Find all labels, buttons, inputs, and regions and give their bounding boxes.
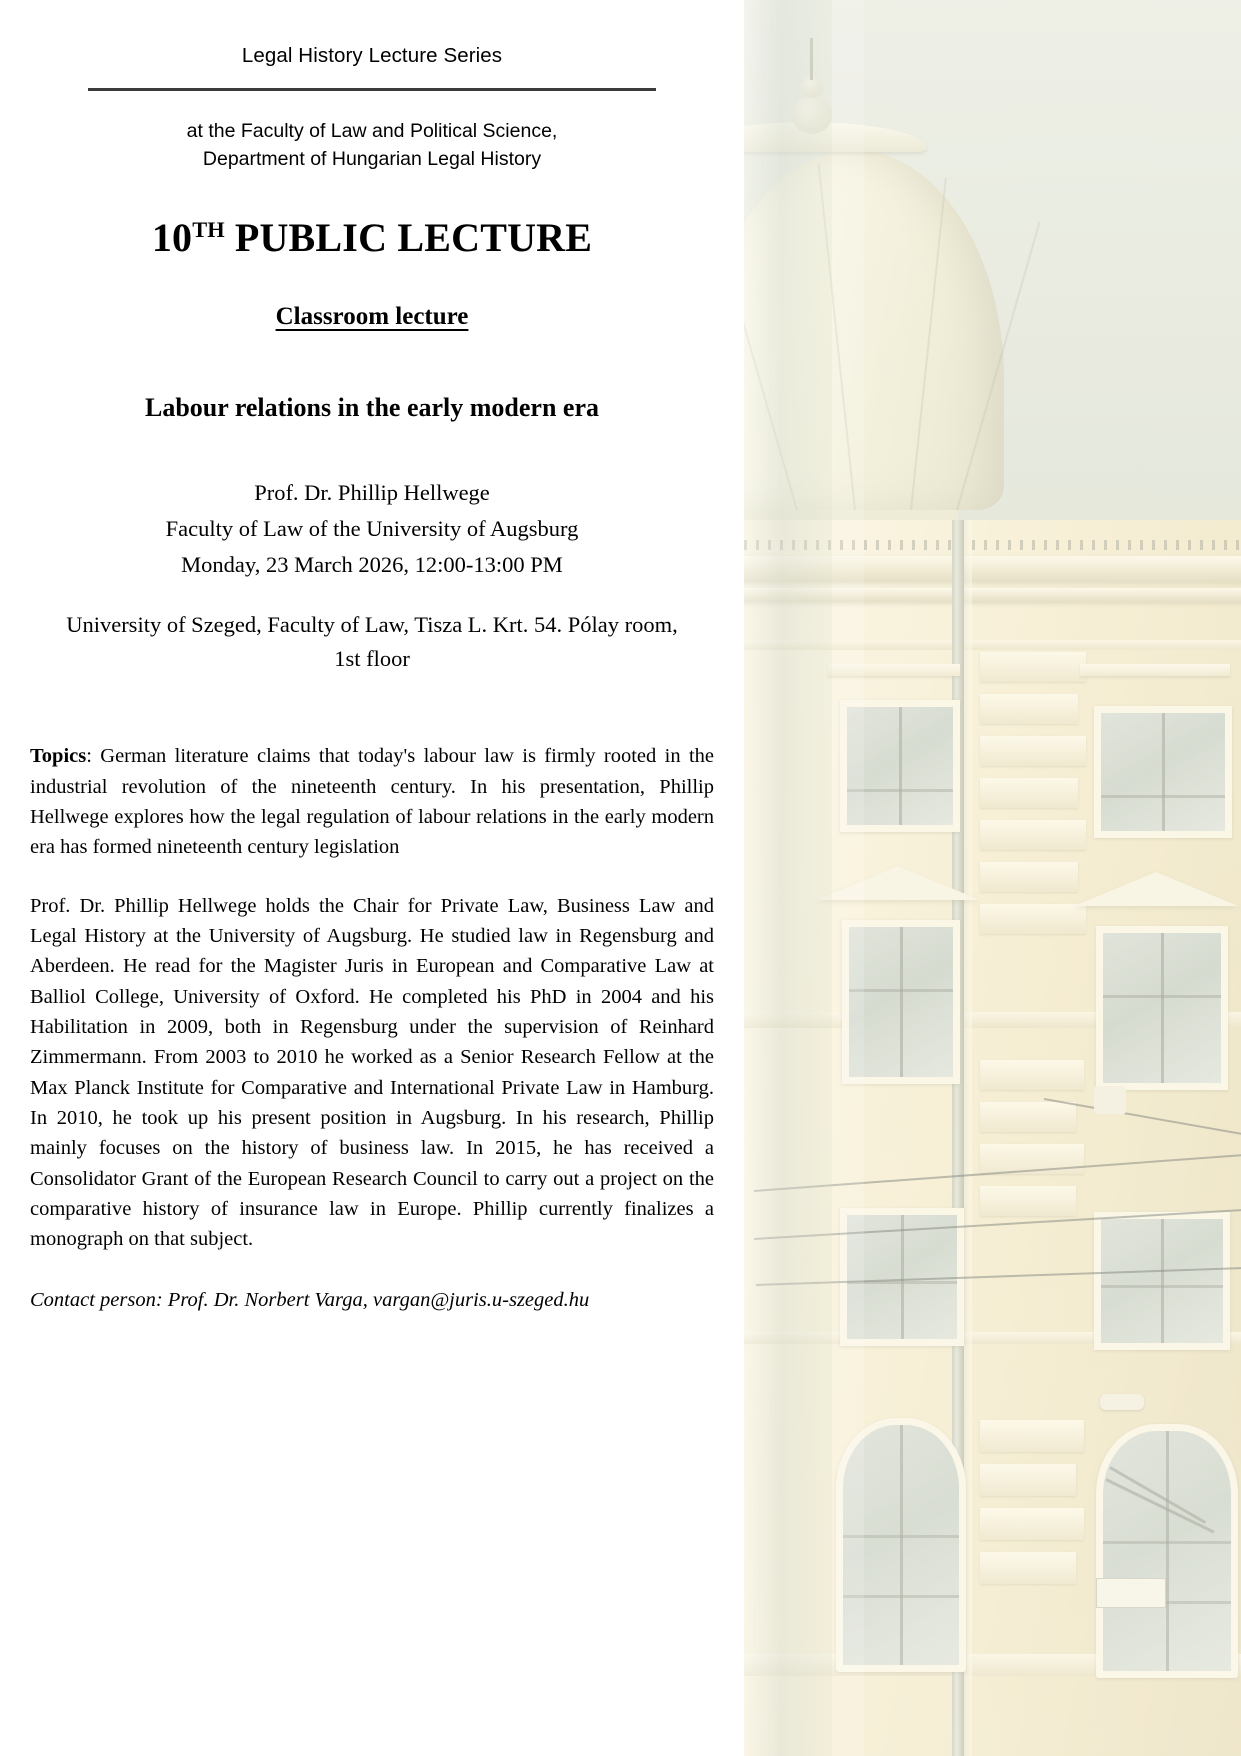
window-middle-left: [842, 920, 960, 1084]
speaker-name: Prof. Dr. Phillip Hellwege: [254, 479, 490, 505]
topics-text: German literature claims that today's labour law is firmly rooted in the industrial revolution of the nineteenth century. In his presentation, Phillip Hellwege explores how the legal regulation of labour relations in the early modern era has formed nineteenth century legislation: [30, 745, 714, 859]
window-arched-left: [836, 1418, 966, 1672]
affiliation-block: [120, 117, 624, 174]
speaker-details: [0, 475, 744, 584]
rustication-block: [980, 862, 1078, 892]
affiliation-line-2: Department of Hungarian Legal History: [202, 148, 542, 171]
window-pediment: [1074, 872, 1238, 906]
window-mullion: [900, 1425, 903, 1665]
lecture-series-title: Legal History Lecture Series: [241, 44, 503, 67]
page-title: [0, 214, 744, 261]
window-mullion: [1161, 933, 1164, 1083]
window-lintel: [1080, 664, 1230, 676]
rustication-block: [980, 904, 1086, 934]
affiliation-line-1: at the Faculty of Law and Political Science,: [186, 120, 558, 142]
building-photograph: [744, 0, 1241, 1756]
rustication-block: [980, 736, 1086, 766]
street-lamp-head: [1100, 1394, 1144, 1410]
rustication-block: [980, 1420, 1084, 1452]
roof-cornice: [744, 556, 1241, 582]
rustication-block: [980, 1186, 1076, 1216]
window-second-right: [1094, 1212, 1230, 1350]
window-transom: [1103, 1541, 1231, 1544]
street-name-sign: [1096, 1578, 1166, 1608]
dome-rib: [818, 164, 856, 510]
window-upper-right: [1094, 706, 1232, 838]
dome-rib: [744, 183, 798, 510]
rustication-block: [980, 1464, 1076, 1496]
window-transom: [1101, 1285, 1223, 1288]
contact-person-line: Contact person: Prof. Dr. Norbert Varga, vargan@juris.u-szeged.hu: [30, 1288, 590, 1311]
lecture-datetime: Monday, 23 March 2026, 12:00-13:00 PM: [181, 552, 563, 578]
topics-separator: :: [86, 745, 101, 768]
window-middle-right: [1096, 926, 1228, 1090]
window-transom: [1101, 795, 1225, 798]
window-mullion: [899, 707, 902, 825]
topics-label: Topics: [30, 745, 87, 768]
rustication-block: [980, 820, 1086, 850]
window-transom: [849, 989, 953, 992]
window-arched-right: [1096, 1424, 1238, 1678]
window-mullion: [1161, 1219, 1164, 1343]
biography-paragraph: Prof. Dr. Phillip Hellwege holds the Chair for Private Law, Business Law and Legal History at the University of Augsburg. He studied law in Regensburg and Aberdeen. He read for the Magister Juris in European and Comparative Law at Balliol College, University of Oxford. He completed his PhD in 2004 and his Habilitation in 2009, both in Regensburg under the supervision of Reinhard Zimmermann. From 2003 to 2010 he worked as a Senior Research Fellow at the Max Planck Institute for Comparative and International Private Law in Hamburg. In 2010, he took up his present position in Augsburg. In his research, Phillip mainly focuses on the history of business law. In 2015, he has received a Consolidator Grant of the European Research Council to carry out a project on the comparative history of insurance law in Europe. Phillip currently finalizes a monograph on that subject.: [30, 894, 714, 1251]
rustication-block: [980, 652, 1086, 682]
header-divider: [88, 88, 656, 91]
wall-lamp-box: [1094, 1086, 1126, 1114]
window-transom: [843, 1535, 959, 1538]
window-mullion: [1162, 713, 1165, 831]
rustication-block: [980, 1508, 1084, 1540]
rustication-block: [980, 1552, 1076, 1584]
string-course-upper: [744, 640, 1241, 650]
rustication-block: [980, 1102, 1076, 1132]
dome-finial-spike: [810, 38, 813, 80]
window-transom: [847, 789, 953, 792]
lecture-format-subtitle: Classroom lecture: [275, 302, 469, 330]
upper-cornice: [744, 588, 1241, 602]
window-transom: [843, 1595, 959, 1598]
rustication-block: [980, 778, 1078, 808]
dome-finial-ball: [792, 96, 832, 134]
venue-address: University of Szeged, Faculty of Law, Tisza L. Krt. 54. Pólay room, 1st floor: [66, 611, 678, 671]
lecture-ordinal-suffix: TH: [192, 216, 225, 242]
rustication-block: [980, 694, 1078, 724]
roof-balustrade: [744, 540, 1241, 550]
speaker-institution: Faculty of Law of the University of Augsburg: [165, 515, 579, 541]
window-mullion: [901, 1215, 904, 1339]
rustication-block: [980, 1060, 1084, 1090]
lecture-topic-title: Labour relations in the early modern era: [144, 392, 599, 422]
window-lintel: [828, 664, 960, 676]
window-transom: [1103, 995, 1221, 998]
dome-rib: [910, 178, 947, 510]
window-pediment: [816, 866, 980, 900]
lecture-title-main: PUBLIC LECTURE: [224, 214, 593, 260]
window-upper-left: [840, 700, 960, 832]
window-mullion: [1166, 1431, 1169, 1671]
topics-paragraph: [30, 741, 714, 862]
window-mullion: [900, 927, 903, 1077]
lecture-ordinal: 10: [151, 214, 193, 260]
